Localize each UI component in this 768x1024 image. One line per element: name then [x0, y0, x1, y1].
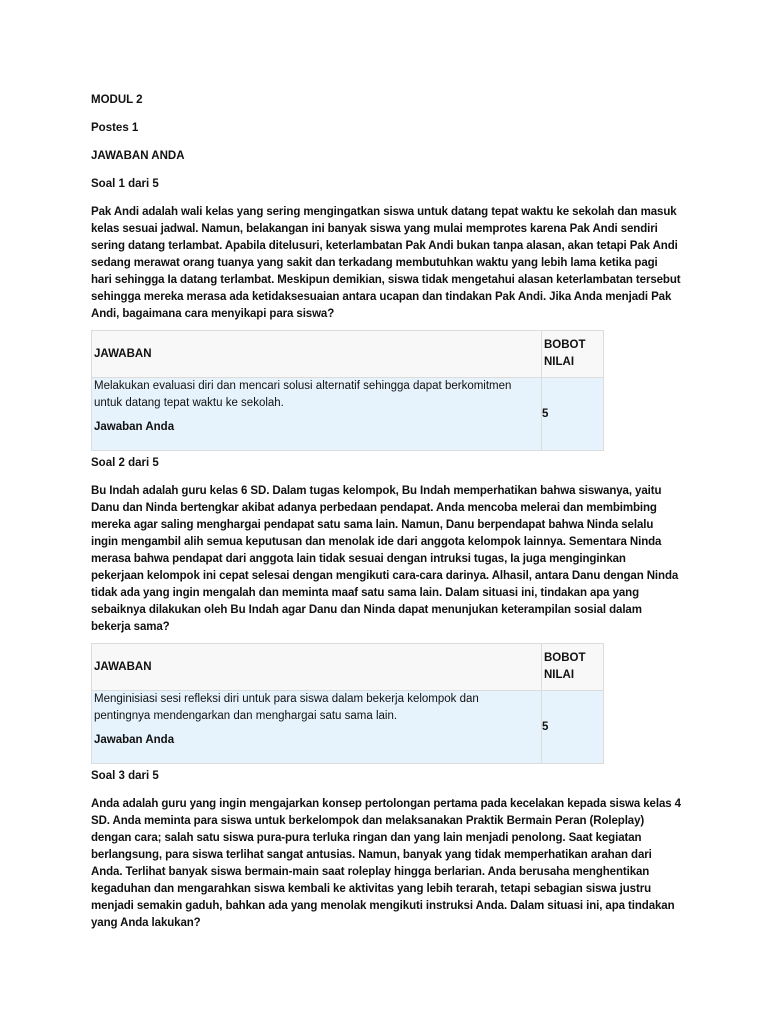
table-row — [92, 378, 604, 451]
section-title: JAWABAN ANDA — [91, 150, 185, 162]
question-2-title: Soal 2 dari 5 — [91, 457, 159, 469]
question-3-title: Soal 3 dari 5 — [91, 770, 159, 782]
question-2-text: Bu Indah adalah guru kelas 6 SD. Dalam tugas kelompok, Bu Indah memperhatikan bahwa siswanya, yaitu Danu dan Ninda bertengkar akibat adanya perbedaan pendapat. Anda mencoba melerai dan membimbing mereka agar saling menghargai pendapat satu sama lain. Namun, Danu berpendapat bahwa Ninda selalu ingin mengambil alih semua keputusan dan menolak ide dari anggota kelompok lainnya. Sementara Ninda merasa bahwa pendapat dari anggota lain tidak sesuai dengan intruksi tugas, Ia juga menginginkan pekerjaan kelompok ini cepat selesai dengan mengikuti cara-cara darinya. Alhasil, antara Danu dengan Ninda tidak ada yang ingin mengalah dan meminta maaf satu sama lain. Dalam situasi ini, tindakan apa yang sebaiknya dilakukan oleh Bu Indah agar Danu dan Ninda dapat menunjukan keterampilan sosial dalam bekerja sama? — [91, 485, 679, 633]
test-title: Postes 1 — [91, 122, 139, 134]
column-score-header: BOBOT NILAI — [542, 331, 604, 378]
question-3-text: Anda adalah guru yang ingin mengajarkan konsep pertolongan pertama pada kecelakan kepada siswa kelas 4 SD. Anda meminta para siswa untuk berkelompok dan melaksanakan Praktik Bermain Peran (Roleplay) dengan cara; salah satu siswa pura-pura terluka ringan dan yang lain menjadi penolong. Saat kegiatan berlangsung, para siswa terlihat sangat antusias. Namun, banyak yang tidak memperhatikan arahan dari Anda. Terlihat banyak siswa bermain-main saat roleplay hingga berlarian. Anda berusaha menghentikan kegaduhan dan mengarahkan siswa kembali ke aktivitas yang lebih terarah, tetapi sebagian siswa justru menjadi semakin gaduh, bahkan ada yang menolak mengikuti instruksi Anda. Dalam situasi ini, apa tindakan yang Anda lakukan? — [91, 798, 681, 929]
table-header-row — [92, 644, 604, 691]
answer-label: Jawaban Anda — [94, 734, 175, 746]
question-1-title: Soal 1 dari 5 — [91, 178, 159, 190]
column-answer-header: JAWABAN — [92, 644, 542, 691]
score-cell: 5 — [542, 378, 604, 451]
answer-text: Menginisiasi sesi refleksi diri untuk para siswa dalam bekerja kelompok dan pentingnya mendengarkan dan menghargai satu sama lain. — [94, 693, 479, 722]
answer-text: Melakukan evaluasi diri dan mencari solusi alternatif sehingga dapat berkomitmen untuk datang tepat waktu ke sekolah. — [94, 380, 512, 409]
column-score-header: BOBOT NILAI — [542, 644, 604, 691]
question-1-text: Pak Andi adalah wali kelas yang sering mengingatkan siswa untuk datang tepat waktu ke sekolah dan masuk kelas sesuai jadwal. Namun, belakangan ini banyak siswa yang mulai memprotes karena Pak Andi sendiri sering datang terlambat. Apabila ditelusuri, keterlambatan Pak Andi bukan tanpa alasan, akan tetapi Pak Andi sedang merawat orang tuanya yang sakit dan terkadang membutuhkan waktu yang lebih lama ketika pagi hari sehingga Ia datang terlambat. Meskipun demikian, siswa tidak mengetahui alasan keterlambatan tersebut sehingga mereka merasa ada ketidaksesuaian antara ucapan dan tindakan Pak Andi. Jika Anda menjadi Pak Andi, bagaimana cara menyikapi para siswa? — [91, 206, 681, 320]
question-2-answer-table — [91, 643, 604, 764]
column-answer-header: JAWABAN — [92, 331, 542, 378]
score-cell: 5 — [542, 691, 604, 764]
table-header-row — [92, 331, 604, 378]
table-row — [92, 691, 604, 764]
answer-cell — [92, 691, 542, 764]
question-1-answer-table — [91, 330, 604, 451]
answer-cell — [92, 378, 542, 451]
module-title: MODUL 2 — [91, 94, 143, 106]
answer-label: Jawaban Anda — [94, 421, 175, 433]
document-page — [91, 92, 681, 939]
